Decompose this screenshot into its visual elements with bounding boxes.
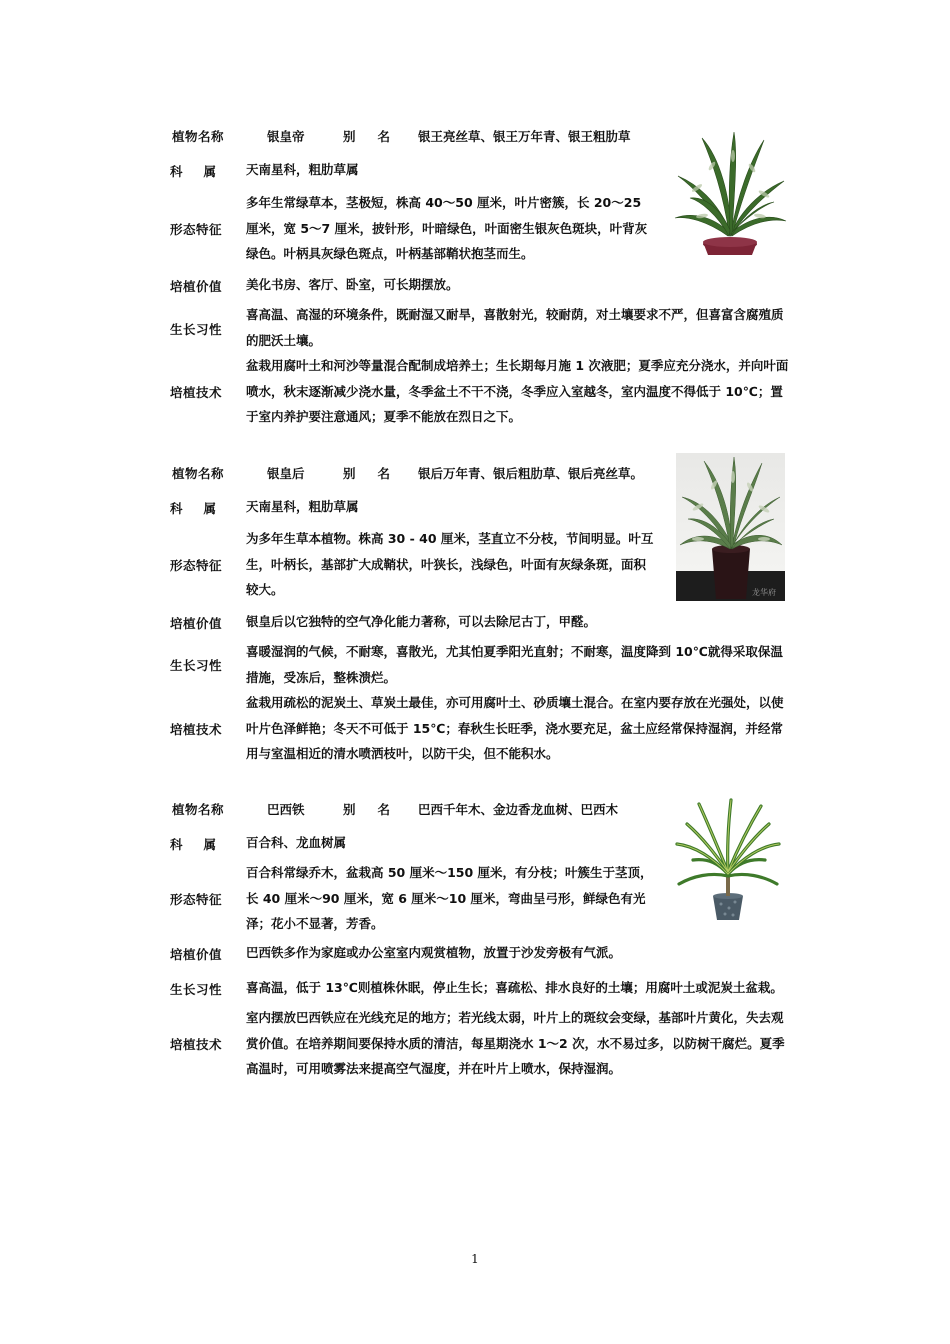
plant-morphology: 百合科常绿乔木，盆栽高 50 厘米～150 厘米，有分枝；叶簇生于茎顶，长 40 厘米～90 厘米，宽 6 厘米～10 厘米，弯曲呈弓形，鲜绿色有光泽；花小不显著，芳香。: [246, 865, 653, 931]
label-technique: 培植技术: [170, 1037, 223, 1052]
plant-technique: 盆栽用疏松的泥炭土、草炭土最佳，亦可用腐叶土、砂质壤土混合。在室内要存放在光强处，以使叶片色泽鲜艳；冬天不可低于 15℃；春秋生长旺季，浇水要充足，盆土应经常保持湿润，并经常用与室温相近的清水喷洒枝叶，以防干尖，但不能积水。: [246, 695, 784, 761]
plant-habit: 喜高温，低于 13℃则植株休眠，停止生长；喜疏松、排水良好的土壤；用腐叶土或泥炭土盆栽。: [246, 980, 783, 995]
plant-family: 百合科、龙血树属: [246, 835, 347, 850]
plant-habit: 喜暖湿润的气候，不耐寒，喜散光，尤其怕夏季阳光直射；不耐寒，温度降到 10℃就得采取保温措施，受冻后，整株溃烂。: [246, 644, 783, 685]
label-alias: 别名: [343, 466, 413, 481]
plant-value: 美化书房、客厅、卧室，可长期摆放。: [246, 277, 459, 292]
plant-alias: 巴西千年木、金边香龙血树、巴西木: [418, 802, 619, 817]
plant-name: 银皇帝: [267, 129, 305, 144]
plant-morphology: 多年生常绿草本，茎极短，株高 40～50 厘米，叶片密簇，长 20～25 厘米，宽 5～7 厘米，披针形，叶暗绿色，叶面密生银灰色斑块，叶背灰绿色。叶柄具灰绿色斑点，叶柄基部鞘状抱茎而生。: [246, 195, 648, 261]
plant-alias: 银后万年青、银后粗肋草、银后亮丝草。: [418, 466, 644, 481]
label-morphology: 形态特征: [170, 222, 223, 237]
plant-value: 银皇后以它独特的空气净化能力著称，可以去除尼古丁，甲醛。: [246, 614, 597, 629]
plant-family: 天南星科，粗肋草属: [246, 162, 359, 177]
plant-family: 天南星科，粗肋草属: [246, 499, 359, 514]
label-plant-name: 植物名称: [172, 802, 225, 817]
label-family: 科属: [170, 501, 238, 516]
label-plant-name: 植物名称: [172, 129, 225, 144]
label-habit: 生长习性: [170, 658, 223, 673]
silver-king-aglaonema-photo: [672, 126, 789, 255]
page-number: 1: [471, 1252, 479, 1266]
label-family: 科属: [170, 837, 238, 852]
label-family: 科属: [170, 164, 238, 179]
label-technique: 培植技术: [170, 722, 223, 737]
plant-name: 银皇后: [267, 466, 305, 481]
photo-watermark: 龙华府: [752, 588, 776, 597]
plant-habit: 喜高温、高湿的环境条件，既耐湿又耐旱，喜散射光，较耐荫，对土壤要求不严，但喜富含腐殖质的肥沃土壤。: [246, 307, 784, 348]
label-alias: 别名: [343, 129, 413, 144]
label-morphology: 形态特征: [170, 892, 223, 907]
label-habit: 生长习性: [170, 322, 223, 337]
label-morphology: 形态特征: [170, 558, 223, 573]
plant-value: 巴西铁多作为家庭或办公室室内观赏植物，放置于沙发旁极有气派。: [246, 945, 622, 960]
plant-technique: 室内摆放巴西铁应在光线充足的地方；若光线太弱，叶片上的斑纹会变绿，基部叶片黄化，失去观赏价值。在培养期间要保持水质的清洁，每星期浇水 1～2 次，水不易过多，以防树干腐烂。夏季高温时，可用喷雾法来提高空气湿度，并在叶片上喷水，保持湿润。: [246, 1010, 785, 1076]
label-plant-name: 植物名称: [172, 466, 225, 481]
label-technique: 培植技术: [170, 385, 223, 400]
label-value: 培植价值: [170, 279, 223, 294]
silver-queen-aglaonema-photo: [676, 453, 785, 601]
plant-alias: 银王亮丝草、银王万年青、银王粗肋草: [418, 129, 631, 144]
label-alias: 别名: [343, 802, 413, 817]
label-value: 培植价值: [170, 947, 223, 962]
plant-name: 巴西铁: [267, 802, 305, 817]
dracaena-fragrans-photo: [673, 798, 782, 922]
plant-morphology: 为多年生草本植物。株高 30 - 40 厘米，茎直立不分枝，节间明显。叶互生，叶柄长，基部扩大成鞘状，叶狭长，浅绿色，叶面有灰绿条斑，面积较大。: [246, 531, 654, 597]
label-habit: 生长习性: [170, 982, 223, 997]
plant-technique: 盆栽用腐叶土和河沙等量混合配制成培养土；生长期每月施 1 次液肥；夏季应充分浇水，并向叶面喷水，秋末逐渐减少浇水量，冬季盆土不干不浇，冬季应入室越冬，室内温度不得低于 10℃；置于室内养护要注意通风；夏季不能放在烈日之下。: [246, 358, 789, 424]
label-value: 培植价值: [170, 616, 223, 631]
